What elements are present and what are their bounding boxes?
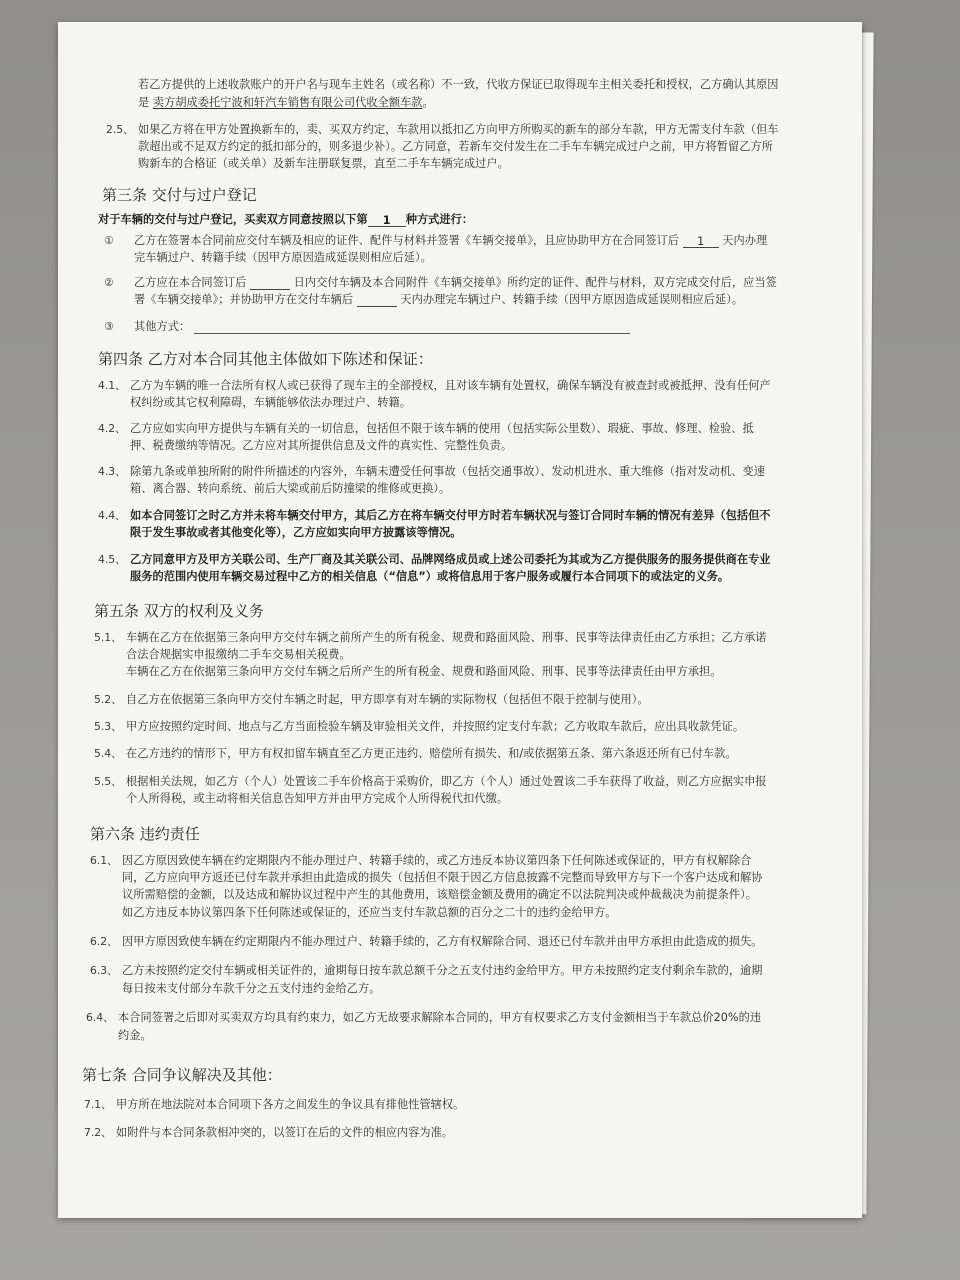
option-3-marker: ③	[104, 320, 114, 333]
clause-number: 6.4、	[86, 1011, 114, 1024]
option-2-line	[134, 293, 743, 307]
clause-5-1-line: 车辆在乙方在依据第三条向甲方交付车辆之前所产生的所有税金、规费和路面风险、刑事、民事等法律责任由乙方承担；乙方承诺	[126, 631, 767, 644]
clause-number: 4.5、	[98, 553, 126, 566]
clause-number: 5.4、	[94, 747, 122, 760]
option-text: 乙方应在本合同签订后	[134, 276, 247, 289]
clause-4-2-line: 乙方应如实向甲方提供与车辆有关的一切信息，包括但不限于该车辆的使用（包括实际公里数）、瑕疵、事故、修理、检验、抵	[130, 422, 754, 435]
option-text: 署《车辆交接单》；并协助甲方在交付车辆后	[134, 293, 354, 306]
clause-4-1-line: 权纠纷或其它权利障碍，车辆能够依法办理过户、转籍。	[130, 396, 411, 409]
clause-5-1-line: 车辆在乙方在依据第三条向甲方交付车辆之后所产生的所有税金、规费和路面风险、刑事、民事等法律责任由甲方承担。	[126, 665, 722, 678]
clause-6-1-line: 议所需赔偿的金额，以及达成和解协议过程中产生的其他费用，该赔偿金额及费用的确定不以法院判决或仲裁裁决为前提条件）。	[122, 888, 757, 901]
clause-number: 4.1、	[98, 379, 126, 392]
article-5-heading: 第五条 双方的权利及义务	[94, 602, 264, 620]
days-blank	[250, 277, 290, 290]
intro-suffix: 。	[422, 96, 434, 109]
clause-5-1-line: 合法合规据实申报缴纳二手车交易相关税费。	[126, 648, 351, 661]
article-3-heading: 第三条 交付与过户登记	[102, 186, 257, 204]
clause-2-5-line: 款超出或不足双方约定的抵扣部分的，则多退少补）。乙方同意，若新车交付发生在二手车车辆完成过户之前，甲方将暂留乙方所	[138, 140, 773, 153]
clause-number: 4.3、	[98, 465, 126, 478]
clause-number: 6.1、	[90, 854, 118, 867]
clause-number: 7.2、	[84, 1126, 112, 1139]
article-3-lead	[98, 213, 473, 227]
clause-7-1-line: 甲方所在地法院对本合同项下各方之间发生的争议具有排他性管辖权。	[116, 1098, 465, 1111]
intro-fill: 卖方胡成委托宁波和轩汽车销售有限公司代收全额车款	[152, 96, 423, 109]
days-blank	[357, 294, 397, 307]
clause-4-3-line: 除第九条或单独所附的附件所描述的内容外，车辆未遭受任何事故（包括交通事故）、发动机进水、重大维修（指对发动机、变速	[130, 465, 765, 478]
option-text: 天内办理完车辆过户、转籍手续（因甲方原因造成延误则相应后延）。	[400, 293, 744, 306]
clause-2-5-line: 如果乙方将在甲方处置换新车的，卖、买双方约定，车款用以抵扣乙方向甲方所购买的新车的部分车款，甲方无需支付车款（但车	[138, 123, 779, 136]
clause-2-5-line: 购新车的合格证（或关单）及新车注册联复票，直至二手车车辆完成过户。	[138, 157, 509, 170]
clause-6-1-line: 因乙方原因致使车辆在约定期限内不能办理过户、转籍手续的，或乙方违反本协议第四条下任何陈述或保证的，甲方有权解除合	[122, 854, 752, 867]
lead-text: 对于车辆的交付与过户登记，买卖双方同意按照以下第	[98, 213, 368, 226]
option-text: 乙方在签署本合同前应交付车辆及相应的证件、配件与材料并签署《车辆交接单》，且应协助甲方在合同签订后	[134, 234, 680, 247]
method-fill: 1	[368, 214, 406, 227]
clause-number: 4.2、	[98, 422, 126, 435]
clause-6-1-line: 同，乙方应向甲方返还已付车款并承担由此造成的损失（包括但不限于因乙方信息披露不完整而导致甲方与下一个客户达成和解协	[122, 871, 763, 884]
clause-4-4-line: 限于发生事故或者其他变化等），乙方应如实向甲方披露该等情况。	[130, 526, 462, 539]
clause-5-4-line: 在乙方违约的情形下，甲方有权扣留车辆直至乙方更正违约、赔偿所有损失、和/或依据第五条、第六条返还所有已付车款。	[126, 747, 737, 760]
option-1-marker: ①	[104, 234, 114, 247]
intro-line-2	[138, 96, 434, 110]
clause-number: 5.3、	[94, 720, 122, 733]
clause-number: 5.1、	[94, 631, 122, 644]
clause-4-1-line: 乙方为车辆的唯一合法所有权人或已获得了现车主的全部授权，且对该车辆有处置权，确保车辆没有被查封或被抵押、没有任何产	[130, 379, 771, 392]
clause-6-4-line: 约金。	[118, 1029, 152, 1042]
clause-number: 4.4、	[98, 509, 126, 522]
days-fill: 1	[683, 235, 719, 248]
clause-6-2-line: 因甲方原因致使车辆在约定期限内不能办理过户、转籍手续的，乙方有权解除合同、退还已付车款并由甲方承担由此造成的损失。	[122, 935, 763, 948]
clause-number: 5.2、	[94, 693, 122, 706]
clause-5-5-line: 个人所得税，或主动将相关信息告知甲方并由甲方完成个人所得税代扣代缴。	[126, 792, 509, 805]
intro-prefix: 是	[138, 96, 153, 109]
clause-5-2-line: 自乙方在依据第三条向甲方交付车辆之时起，甲方即享有对车辆的实际物权（包括但不限于控制与使用）。	[126, 693, 649, 706]
clause-4-5-line: 乙方同意甲方及甲方关联公司、生产厂商及其关联公司、品牌网络成员或上述公司委托为其或为乙方提供服务的服务提供商在专业	[130, 553, 771, 566]
other-method-blank	[194, 332, 630, 334]
option-text: 天内办理	[722, 234, 768, 247]
clause-4-5-line: 服务的范围内使用车辆交易过程中乙方的相关信息（“信息”）或将信息用于客户服务或履行本合同项下的或法定的义务。	[130, 570, 730, 583]
article-6-heading: 第六条 违约责任	[90, 825, 200, 843]
article-4-heading: 第四条 乙方对本合同其他主体做如下陈述和保证：	[98, 350, 433, 368]
option-1-line: 完车辆过户、转籍手续（因甲方原因造成延误则相应后延）。	[134, 251, 432, 264]
clause-number: 6.2、	[90, 935, 118, 948]
clause-6-3-line: 每日按未支付部分车款千分之五支付违约金给乙方。	[122, 982, 381, 995]
clause-6-1-line: 如乙方违反本协议第四条下任何陈述或保证的，还应当支付车款总额的百分之二十的违约金给甲方。	[122, 906, 617, 919]
clause-4-3-line: 箱、离合器、转向系统、前后大梁或前后防撞梁的维修或更换）。	[130, 482, 451, 495]
intro-line-1: 若乙方提供的上述收款账户的开户名与现车主姓名（或名称）不一致，代收方保证已取得现车主相关委托和授权，乙方确认其原因	[138, 78, 779, 91]
clause-5-5-line: 根据相关法规，如乙方（个人）处置该二手车价格高于采购价，即乙方（个人）通过处置该二手车获得了收益，则乙方应据实申报	[126, 775, 767, 788]
article-7-heading: 第七条 合同争议解决及其他：	[82, 1066, 282, 1084]
clause-4-2-line: 押、税费缴纳等情况。乙方应对其所提供信息及文件的真实性、完整性负责。	[130, 439, 513, 452]
clause-number: 6.3、	[90, 964, 118, 977]
clause-7-2-line: 如附件与本合同条款相冲突的，以签订在后的文件的相应内容为准。	[116, 1126, 454, 1139]
option-text: 日内交付车辆及本合同附件《车辆交接单》所约定的证件、配件与材料，双方完成交付后，应当签	[293, 276, 777, 289]
clause-6-4-line: 本合同签署之后即对买卖双方均具有约束力，如乙方无故要求解除本合同的，甲方有权要求乙方支付金额相当于车款总价20%的违	[118, 1011, 762, 1024]
option-1-line	[134, 234, 767, 248]
option-2-marker: ②	[104, 276, 114, 289]
clause-number: 2.5、	[106, 123, 134, 136]
option-2-line	[134, 276, 777, 290]
clause-number: 7.1、	[84, 1098, 112, 1111]
clause-6-3-line: 乙方未按照约定交付车辆或相关证件的，逾期每日按车款总额千分之五支付违约金给甲方。甲方未按照约定支付剩余车款的，逾期	[122, 964, 763, 977]
contract-page	[58, 22, 862, 1218]
clause-4-4-line: 如本合同签订之时乙方并未将车辆交付甲方，其后乙方在将车辆交付甲方时若车辆状况与签订合同时车辆的情况有差异（包括但不	[130, 509, 771, 522]
clause-5-3-line: 甲方应按照约定时间、地点与乙方当面检验车辆及审验相关文件，并按照约定支付车款；乙方收取车款后，应出具收款凭证。	[126, 720, 745, 733]
option-3-label: 其他方式：	[134, 320, 191, 333]
lead-text: 种方式进行：	[405, 213, 474, 226]
clause-number: 5.5、	[94, 775, 122, 788]
